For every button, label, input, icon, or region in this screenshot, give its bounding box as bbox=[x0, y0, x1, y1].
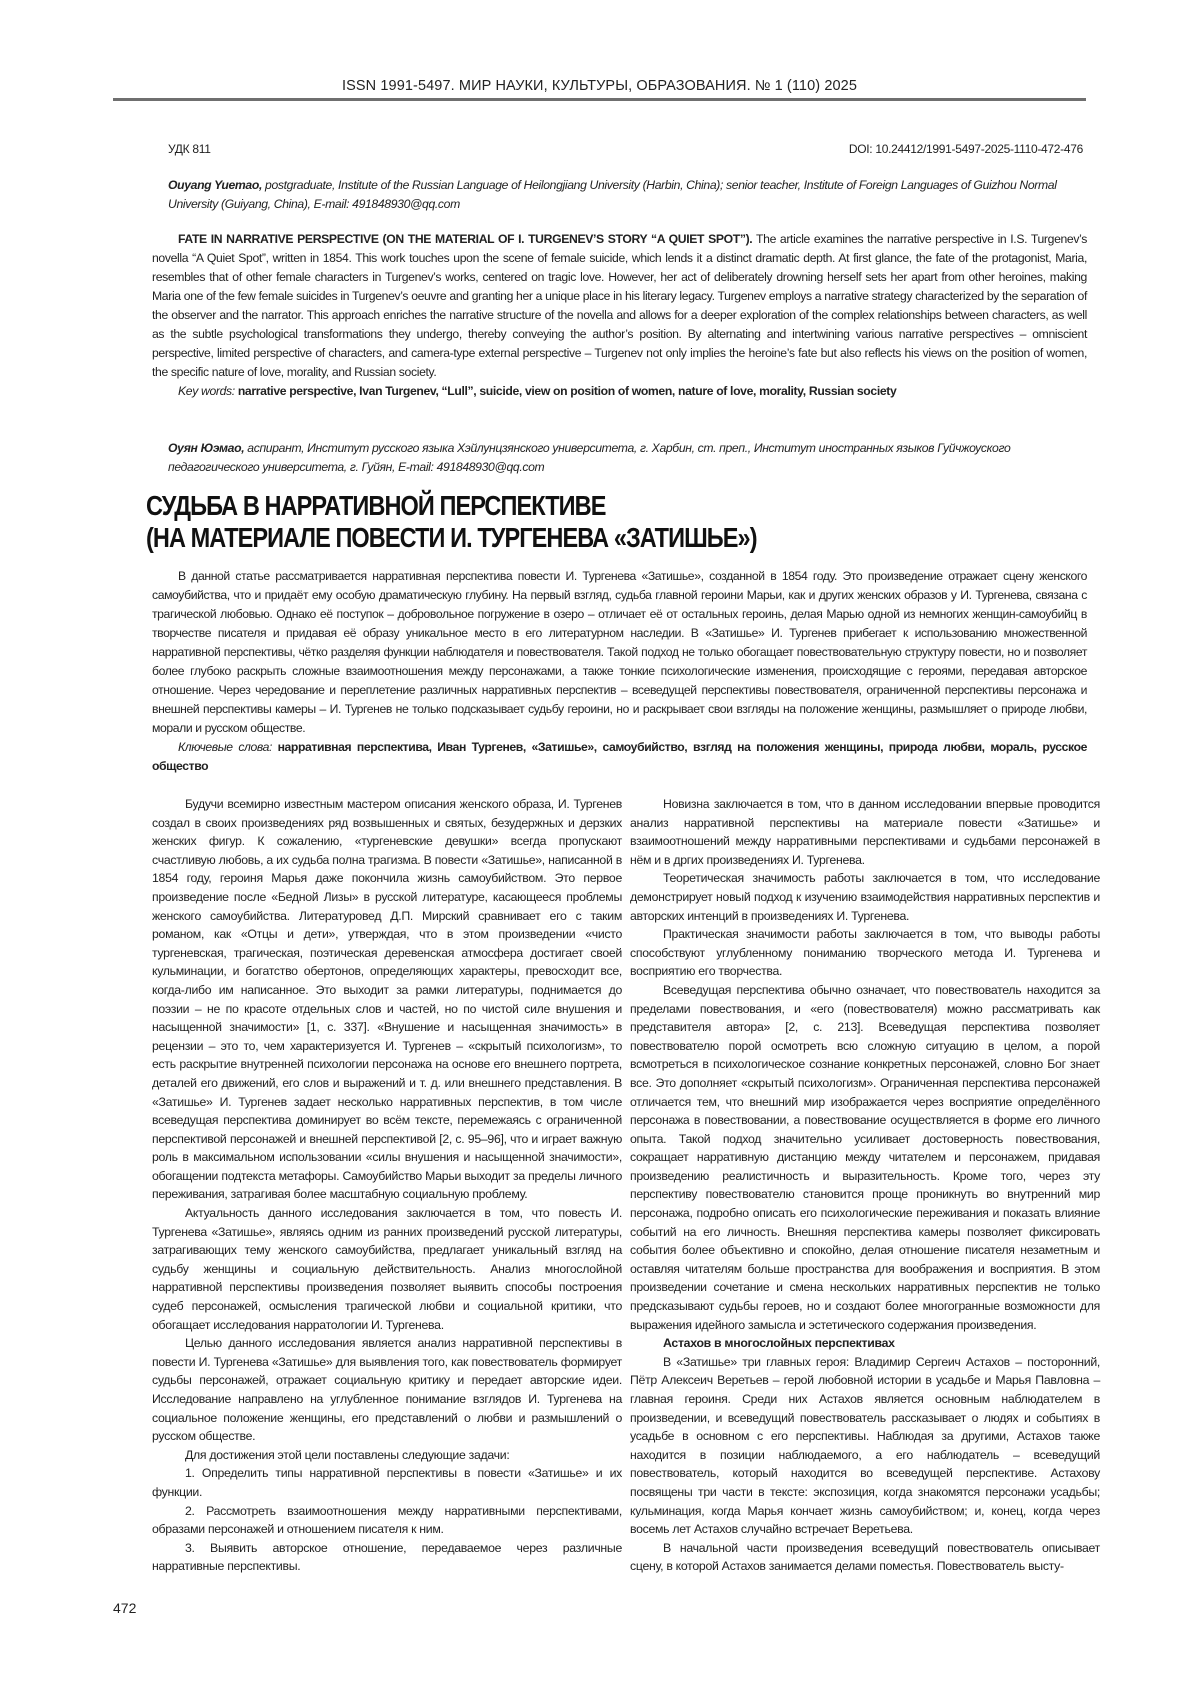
body-paragraph: Актуальность данного исследования заключается в том, что повесть И. Тургенева «Затишье», являясь одним из ранних произведений русской литературы, затрагивающих тему женского самоубийства, предлагает уникальный взгляд на судьбу женщины и социальную действительность. Анализ многослойной нарративной перспективы произведения позволяет выявить способы построения судеб персонажей, осмысления трагической любви и социальной критики, что обогащает исследования нарратологии И. Тургенева. bbox=[152, 1206, 622, 1332]
task-list-item: 1. Определить типы нарративной перспективы в повести «Затишье» и их функции. bbox=[152, 1466, 622, 1499]
abstract-en bbox=[152, 230, 1087, 401]
journal-header: ISSN 1991-5497. МИР НАУКИ, КУЛЬТУРЫ, ОБРАЗОВАНИЯ. № 1 (110) 2025 bbox=[342, 78, 857, 94]
task-list-item: 2. Рассмотреть взаимоотношения между нарративными перспективами, образами персонажей и отношением писателя к ним. bbox=[152, 1503, 622, 1537]
abstract-en-title: FATE IN NARRATIVE PERSPECTIVE (ON THE MATERIAL OF I. TURGENEV’S STORY “A QUIET SPOT”). bbox=[178, 232, 753, 246]
abstract-ru-text: В данной статье рассматривается нарративная перспектива повести И. Тургенева «Затишье», созданной в 1854 году. Это произведение отражает сцену женского самоубийства, что и придаёт ему особую драматическую глубину. На первый взгляд, судьба главной героини Марьи, как и других женских образов у И. Тургенева, связана с трагической любовью. Однако её поступок – добровольное погружение в озеро – отличает её от остальных героинь, делая Марью одной из немногих женщин-самоубийц в творчестве писателя и придавая её образу уникальное место в его литературном наследии. В «Затишье» И. Тургенев прибегает к использованию множественной нарративной перспективы, чётко разделяя функции наблюдателя и повествователя. Такой подход не только обогащает повествовательную структуру повести, но и позволяет более глубоко раскрыть сложные взаимоотношения между персонажами, а также тонкие психологические изменения, происходящие с героями, передавая авторское отношение. Через чередование и переплетение различных нарративных перспектив – всеведущей перспективы повествователя, ограниченной перспективы персонажа и внешней перспективы камеры – И. Тургенев не только подсказывает судьбу героини, но и раскрывает свои взгляды на положение женщины, размышляет о природе любви, морали и русском обществе. bbox=[152, 569, 1087, 735]
page-number: 472 bbox=[113, 1600, 137, 1616]
body-column-right bbox=[630, 795, 1100, 1576]
article-title-line1: СУДЬБА В НАРРАТИВНОЙ ПЕРСПЕКТИВЕ bbox=[146, 490, 606, 521]
author-info-en bbox=[168, 176, 1083, 214]
keywords-ru-values: нарративная перспектива, Иван Тургенев, «Затишье», самоубийство, взгляд на положения женщины, природа любви, мораль, русское общество bbox=[152, 740, 1087, 773]
keywords-en bbox=[152, 382, 1087, 401]
body-paragraph: Новизна заключается в том, что в данном исследовании впервые проводится анализ нарративной перспективы на материале повести «Затишье» и взаимоотношений между нарративными перспективами и судьбами персонажей в нём и в дргих произведениях И. Тургенева. bbox=[630, 797, 1100, 867]
doi: DOI: 10.24412/1991-5497-2025-1110-472-476 bbox=[848, 142, 1083, 156]
abstract-en-text: The article examines the narrative perspective in I.S. Turgenev’s novella “A Quiet Spot”, written in 1854. This work touches upon the scene of female suicide, which lends it a distinct dramatic depth. At first glance, the fate of the protagonist, Maria, resembles that of other female characters in Turgenev’s works, centered on tragic love. However, her act of deliberately drowning herself sets her apart from other heroines, making Maria one of the few female suicides in Turgenev’s oeuvre and granting her a unique place in his literary legacy. Turgenev employs a narrative strategy characterized by the separation of the observer and the narrator. This approach enriches the narrative structure of the novella and allows for a deeper exploration of the complex relationships between characters, as well as the subtle psychological transformations they undergo, thereby conveying the author’s position. By alternating and intertwining various narrative perspectives – omniscient perspective, limited perspective of characters, and camera-type external perspective – Turgenev not only implies the heroine’s fate but also reflects his views on the position of women, the specific nature of love, morality, and Russian society. bbox=[152, 232, 1087, 379]
author-name-en: Ouyang Yuemao, bbox=[168, 178, 262, 192]
section-subheading: Астахов в многослойных перспективах bbox=[663, 1336, 895, 1351]
body-paragraph: Теоретическая значимость работы заключается в том, что исследование демонстрирует новый подход к изучению взаимодействия нарративных перспектив и авторских интенций в произведениях И. Тургенева. bbox=[630, 871, 1100, 923]
keywords-en-label: Key words: bbox=[178, 384, 235, 398]
article-meta-row bbox=[168, 142, 1083, 156]
author-affiliation-en: postgraduate, Institute of the Russian Language of Heilongjiang University (Harbin, China); senior teacher, Institute of Foreign Languages of Guizhou Normal University (Guiyang, China), E-mail: 491848930@qq.com bbox=[168, 178, 1057, 211]
author-info-ru bbox=[168, 439, 1083, 477]
keywords-ru-label: Ключевые слова: bbox=[178, 740, 272, 754]
abstract-en-paragraph bbox=[152, 230, 1087, 382]
body-paragraph: Для достижения этой цели поставлены следующие задачи: bbox=[185, 1447, 510, 1462]
udk-code: УДК 811 bbox=[168, 142, 211, 156]
author-name-ru: Оуян Юэмао, bbox=[168, 441, 245, 455]
body-paragraph: В начальной части произведения всеведущий повествователь описывает сцену, в которой Астахов занимается делами поместья. Повествователь высту- bbox=[630, 1540, 1100, 1574]
body-paragraph: Будучи всемирно известным мастером описания женского образа, И. Тургенев создал в своих произведениях ряд возвышенных и святых, безудержных и дерзких женских фигур. К сожалению, «тургеневские девушки» всегда пропускают счастливую любовь, а их судьба полна трагизма. В повести «Затишье», написанной в 1854 году, героиня Марья даже покончила жизнь самоубийством. Это первое произведение после «Бедной Лизы» в русской литературе, касающееся проблемы женского самоубийства. Литературовед Д.П. Мирский сравнивает его с таким романом, как «Отцы и дети», утверждая, что в этом произведении «чисто тургеневская, трагическая, поэтическая деревенская атмосфера достигает своей кульминации, и богатство обертонов, определяющих характеры, превосходит все, когда-либо им написанное. Это выходит за рамки литературы, поднимается до поэзии – не по красоте отдельных слов и частей, но по чистой силе внушения и насыщенной значимости» [1, с. 337]. «Внушение и насыщенная значимость» в рецензии – это то, чем характеризуется И. Тургенев – «скрытый психологизм», то есть раскрытие внутренней психологии персонажа на основе его внешнего портрета, деталей его движений, его слов и выражений и т. д. или внешнего представления. В «Затишье» И. Тургенев задает несколько нарративных перспектив, в том числе всеведущая перспектива доминирует во всём тексте, перемежаясь с ограниченной перспективой персонажей и внешней перспективой [2, с. 95–96], что и играет важную роль в максимальном использовании «силы внушения и насыщенной значимости», обогащении подтекста метафоры. Самоубийство Марьи выходит за пределы личного переживания, затрагивая более масштабную социальную проблему. bbox=[152, 797, 622, 1202]
abstract-ru bbox=[152, 567, 1087, 776]
body-column-left bbox=[152, 795, 622, 1576]
keywords-ru bbox=[152, 738, 1087, 776]
keywords-en-values: narrative perspective, Ivan Turgenev, “Lull”, suicide, view on position of women, nature of love, morality, Russian society bbox=[234, 384, 897, 398]
header-divider bbox=[113, 98, 1086, 101]
body-paragraph: Всеведущая перспектива обычно означает, что повествователь находится за пределами повествования, и «его (повествователя) можно рассматривать как представителя автора» [2, с. 213]. Всеведущая перспектива позволяет повествователю порой осмотреть всю сложную ситуацию в целом, а порой всмотреться в психологическое сознание конкретных персонажей, словно Бог знает все. Это дополняет «скрытый психологизм». Ограниченная перспектива персонажей отличается тем, что внешний мир изображается через восприятие определённого персонажа в повествовании, а повествование осуществляется в форме его личного опыта. Такой подход значительно усиливает достоверность повествования, сокращает нарративную дистанцию между читателем и персонажем, придавая произведению реалистичность и выразительность. Кроме того, через эту перспективу повествователю становится проще проникнуть во внутренний мир персонажа, подробно описать его психологические переживания и показать влияние событий на его личность. Внешняя перспектива камеры позволяет фиксировать события более объективно и спокойно, делая отношение писателя незаметным и оставляя читателям больше пространства для воображения и восприятия. В этом произведении сочетание и смена нескольких нарративных перспектив не только предсказывают судьбы героев, но и создают более многогранные возможности для выражения идейного замысла и эстетического содержания произведения. bbox=[630, 982, 1100, 1332]
body-paragraph: Целью данного исследования является анализ нарративной перспективы в повести И. Тургенева «Затишье» для выявления того, как повествователь формирует судьбы персонажей, отражает социальную критику и передает авторские идеи. Исследование направлено на углубленное понимание взглядов И. Тургенева на социальное положение женщины, его представлений о любви и размышлений о русском обществе. bbox=[152, 1336, 622, 1444]
article-title-line2: (НА МАТЕРИАЛЕ ПОВЕСТИ И. ТУРГЕНЕВА «ЗАТИШЬЕ») bbox=[146, 522, 757, 553]
task-list-item: 3. Выявить авторское отношение, передаваемое через различные нарративные перспективы. bbox=[152, 1540, 622, 1574]
article-title bbox=[146, 490, 927, 554]
body-paragraph: В «Затишье» три главных героя: Владимир Сергеич Астахов – посторонний, Пётр Алексеич Веретьев – герой любовной истории в усадьбе и Марья Павловна – главная героиня. Среди них Астахов является основным наблюдателем в произведении, и всеведущий повествователь рассказывает о людях и событиях в усадьбе в основном с его перспективы. Наблюдая за другими, Астахов также находится в позиции наблюдаемого, а его наблюдатель – всеведущий повествователь, который находится во всеведущей перспективе. Астахову посвящены три части в тексте: экспозиция, когда знакомятся персонажи усадьбы; кульминация, когда Марья кончает жизнь самоубийством; и, конец, когда через восемь лет Астахов случайно встречает Веретьева. bbox=[630, 1354, 1100, 1537]
body-paragraph: Практическая значимости работы заключается в том, что выводы работы способствуют углубленному пониманию творческого метода И. Тургенева и восприятию его творчества. bbox=[630, 927, 1100, 979]
author-affiliation-ru: аспирант, Институт русского языка Хэйлунцзянского университета, г. Харбин, ст. преп., Институт иностранных языков Гуйчжоуского педагогического университета, г. Гуйян, E-mail: 491848930@qq.com bbox=[168, 441, 1011, 474]
